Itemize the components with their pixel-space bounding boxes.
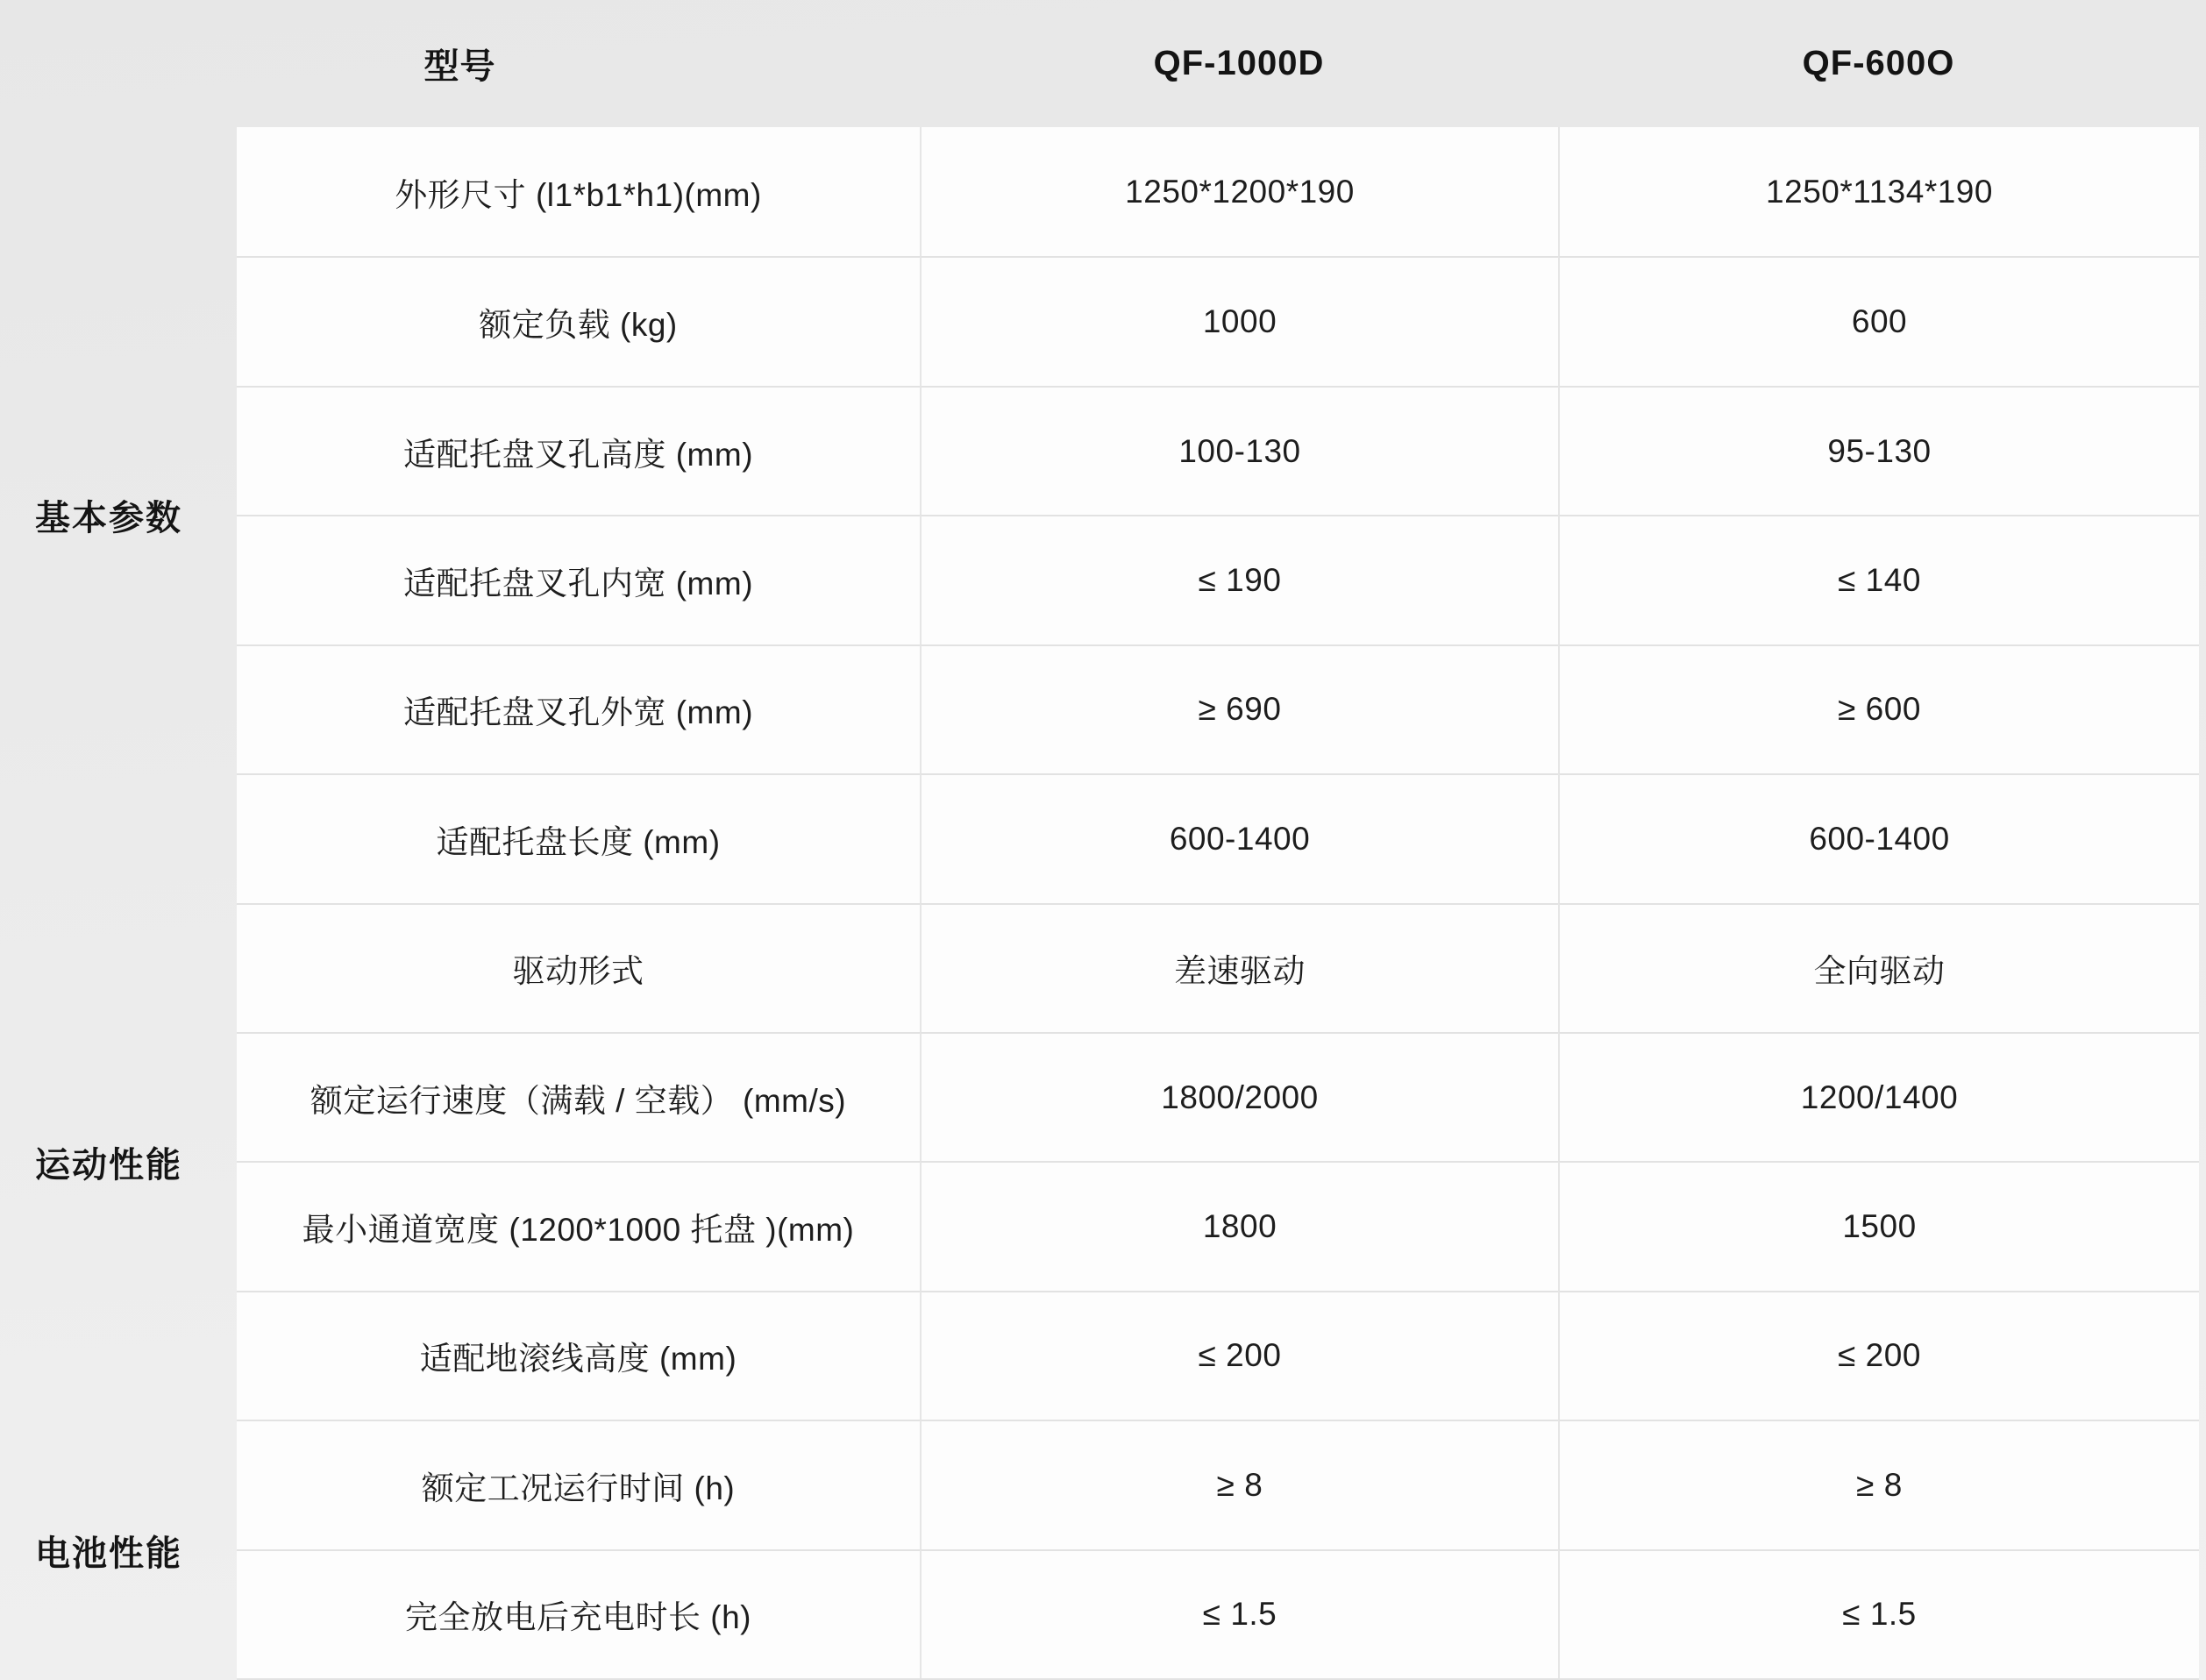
spec-value-qf1000d-rated-speed: 1800/2000 bbox=[920, 1032, 1558, 1161]
spec-value-qf600o-charge-time: ≤ 1.5 bbox=[1558, 1549, 2199, 1678]
spec-value-qf1000d-fork-hole-inner-width: ≤ 190 bbox=[920, 515, 1558, 644]
spec-value-qf1000d-min-aisle-width: 1800 bbox=[920, 1161, 1558, 1290]
category-motion-performance: 运动性能 bbox=[35, 1146, 182, 1185]
category-battery-performance: 电池性能 bbox=[35, 1534, 182, 1573]
header-column-qf600o: QF-600O bbox=[1802, 44, 1955, 82]
spec-label-drive-type: 驱动形式 bbox=[237, 903, 920, 1032]
spec-value-qf1000d-ground-roller-height: ≤ 200 bbox=[920, 1291, 1558, 1420]
spec-label-min-aisle-width: 最小通道宽度 (1200*1000 托盘 )(mm) bbox=[237, 1161, 920, 1290]
spec-value-qf600o-ground-roller-height: ≤ 200 bbox=[1558, 1291, 2199, 1420]
spec-value-qf600o-fork-hole-inner-width: ≤ 140 bbox=[1558, 515, 2199, 644]
spec-value-qf600o-fork-hole-height: 95-130 bbox=[1558, 386, 2199, 515]
header-model-label: 型号 bbox=[423, 47, 496, 86]
spec-value-qf1000d-fork-hole-height: 100-130 bbox=[920, 386, 1558, 515]
spec-label-rated-speed: 额定运行速度（满载 / 空载） (mm/s) bbox=[237, 1032, 920, 1161]
spec-label-dimensions: 外形尺寸 (l1*b1*h1)(mm) bbox=[237, 127, 920, 256]
spec-value-qf1000d-fork-hole-outer-width: ≥ 690 bbox=[920, 644, 1558, 773]
spec-value-qf600o-fork-hole-outer-width: ≥ 600 bbox=[1558, 644, 2199, 773]
spec-grid bbox=[237, 127, 2199, 1680]
spec-label-ground-roller-height: 适配地滚线高度 (mm) bbox=[237, 1291, 920, 1420]
spec-label-fork-hole-inner-width: 适配托盘叉孔内宽 (mm) bbox=[237, 515, 920, 644]
spec-value-qf600o-min-aisle-width: 1500 bbox=[1558, 1161, 2199, 1290]
spec-label-pallet-length: 适配托盘长度 (mm) bbox=[237, 773, 920, 902]
spec-value-qf600o-rated-speed: 1200/1400 bbox=[1558, 1032, 2199, 1161]
spec-value-qf1000d-drive-type: 差速驱动 bbox=[920, 903, 1558, 1032]
spec-value-qf600o-rated-load: 600 bbox=[1558, 256, 2199, 385]
spec-value-qf1000d-dimensions: 1250*1200*190 bbox=[920, 127, 1558, 256]
spec-value-qf1000d-rated-load: 1000 bbox=[920, 256, 1558, 385]
category-column bbox=[0, 127, 237, 1680]
table-header-row bbox=[0, 0, 2206, 127]
spec-value-qf1000d-rated-runtime: ≥ 8 bbox=[920, 1420, 1558, 1548]
spec-label-fork-hole-outer-width: 适配托盘叉孔外宽 (mm) bbox=[237, 644, 920, 773]
header-column-qf1000d: QF-1000D bbox=[1153, 44, 1325, 82]
spec-label-rated-load: 额定负载 (kg) bbox=[237, 256, 920, 385]
spec-value-qf600o-pallet-length: 600-1400 bbox=[1558, 773, 2199, 902]
spec-label-rated-runtime: 额定工况运行时间 (h) bbox=[237, 1420, 920, 1548]
spec-label-charge-time: 完全放电后充电时长 (h) bbox=[237, 1549, 920, 1678]
spec-value-qf1000d-pallet-length: 600-1400 bbox=[920, 773, 1558, 902]
spec-label-fork-hole-height: 适配托盘叉孔高度 (mm) bbox=[237, 386, 920, 515]
spec-value-qf600o-rated-runtime: ≥ 8 bbox=[1558, 1420, 2199, 1548]
spec-value-qf600o-dimensions: 1250*1134*190 bbox=[1558, 127, 2199, 256]
spec-value-qf600o-drive-type: 全向驱动 bbox=[1558, 903, 2199, 1032]
category-basic-parameters: 基本参数 bbox=[35, 499, 182, 538]
right-margin-gutter bbox=[2199, 127, 2206, 1680]
spec-value-qf1000d-charge-time: ≤ 1.5 bbox=[920, 1549, 1558, 1678]
table-body bbox=[0, 127, 2206, 1680]
